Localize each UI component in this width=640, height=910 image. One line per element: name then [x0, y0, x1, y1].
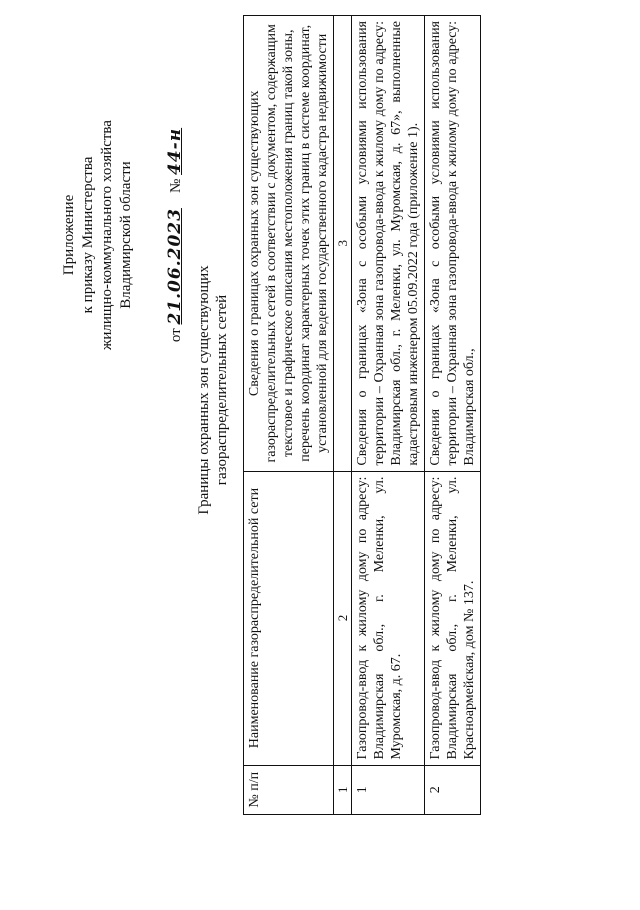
network-name-cell: Газопровод-ввод к жилому дому по адресу: Владимирская обл., г. Меленки, ул. Красноармейская, дом № 137. — [425, 471, 481, 765]
row-number: 2 — [425, 765, 481, 814]
appendix-region: Владимирской области — [118, 161, 134, 309]
header-network-name: Наименование газораспределительной сети — [244, 471, 334, 765]
table-row — [425, 16, 481, 815]
handwritten-date: 21.06.2023 — [165, 208, 185, 325]
appendix-order-ref: к приказу Министерства — [80, 156, 96, 314]
date-prefix: от — [168, 328, 184, 343]
column-number: 3 — [334, 16, 352, 472]
column-number: 1 — [334, 765, 352, 814]
column-number: 2 — [334, 471, 352, 765]
appendix-header — [60, 55, 186, 415]
zone-info-cell: Сведения о границах «Зона с особыми условиями использования территории – Охранная зона газопровода-ввода к жилому дому по адресу: Владимирская обл., г. Меленки, ул. Муромская, д. 67», выполненные кадастровым инженером 05.09.2022 года (приложение 1). — [352, 16, 425, 472]
appendix-title: Приложение — [61, 194, 77, 276]
appendix-ministry: жилищно-коммунального хозяйства — [99, 120, 115, 350]
handwritten-number: 44-н — [165, 127, 185, 175]
document-title — [195, 130, 231, 650]
zone-info-cell: Сведения о границах «Зона с особыми условиями использования территории – Охранная зона газопровода-ввода к жилому дому по адресу: Владимирская обл., — [425, 16, 481, 472]
number-prefix: № — [168, 178, 184, 194]
title-line-2: газораспределительных сетей — [214, 294, 230, 486]
table-row — [352, 16, 425, 815]
row-number: 1 — [352, 765, 425, 814]
network-name-cell: Газопровод-ввод к жилому дому по адресу: Владимирская обл., г. Меленки, ул. Муромская, д. 67. — [352, 471, 425, 765]
header-number: № п/п — [244, 765, 334, 814]
title-line-1: Границы охранных зон существующих — [196, 265, 212, 515]
header-zone-info: Сведения о границах охранных зон существующих газораспределительных сетей в соответствии с документом, содержащим текстовое и графическое описания местоположения границ такой зоны, перечень координат характерных точек этих границ в системе координат, установленной для ведения государственного кадастра недвижимости — [244, 16, 334, 472]
zones-table — [243, 15, 481, 815]
column-number-row — [334, 16, 352, 815]
table-header-row — [244, 16, 334, 815]
appendix-date-line — [166, 55, 186, 415]
